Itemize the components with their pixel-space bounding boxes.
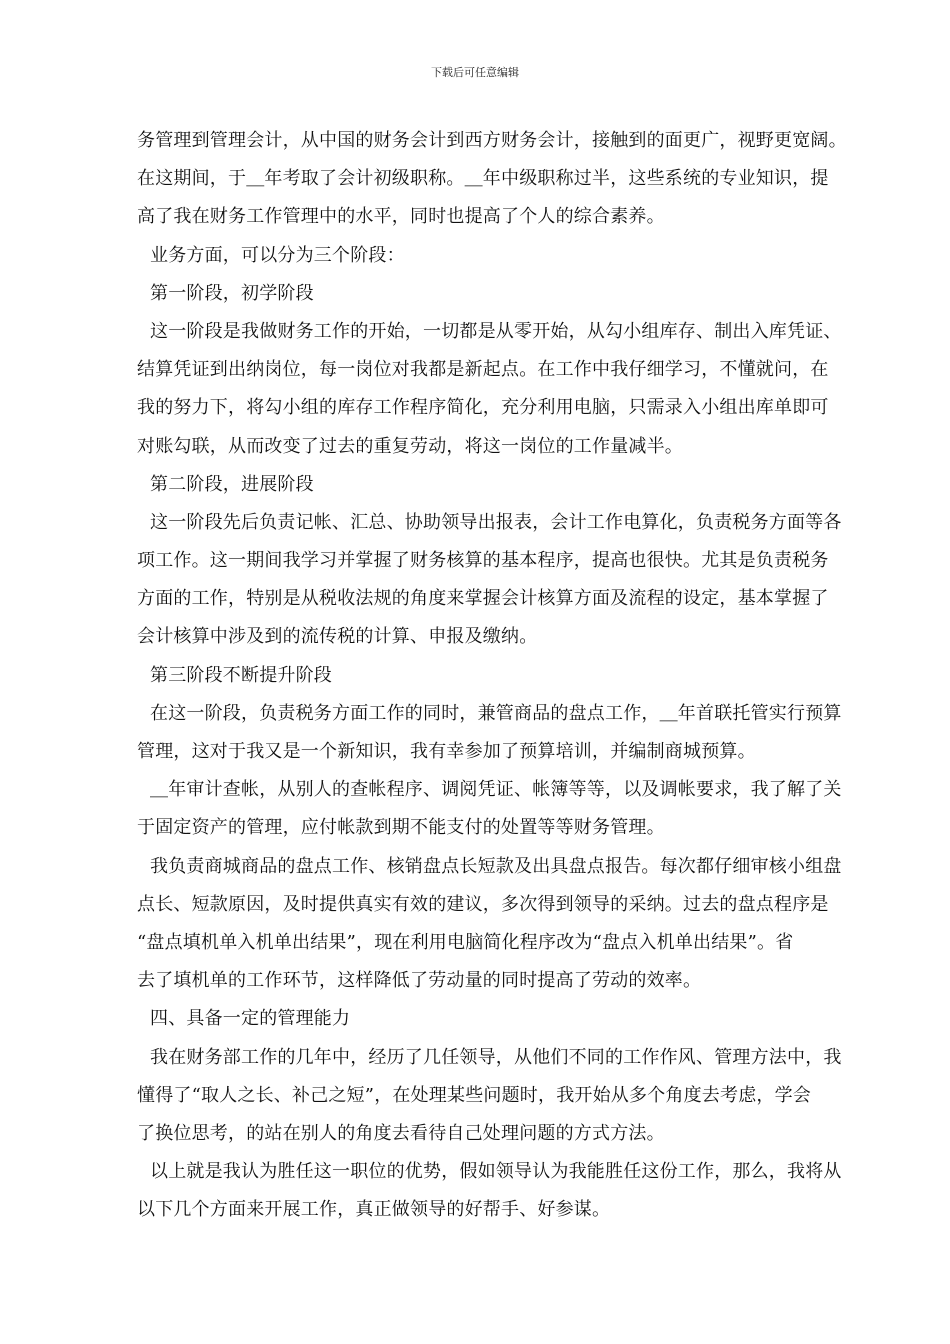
- page-header: 下载后可任意编辑: [431, 66, 519, 79]
- text-line: 方面的工作，特别是从税收法规的角度来掌握会计核算方面及流程的设定，基本掌握了: [137, 588, 829, 610]
- text-line: 以上就是我认为胜任这一职位的优势，假如领导认为我能胜任这份工作，那么，我将从: [150, 1161, 842, 1183]
- text-line: 第一阶段，初学阶段: [150, 282, 314, 304]
- text-line: 我负责商城商品的盘点工作、核销盘点长短款及出具盘点报告。每次都仔细审核小组盘: [150, 855, 842, 877]
- text-line: 在这期间，于＿年考取了会计初级职称。＿年中级职称过半，这些系统的专业知识，提: [137, 168, 829, 190]
- text-line: 这一阶段先后负责记帐、汇总、协助领导出报表，会计工作电算化，负责税务方面等各: [150, 511, 842, 533]
- text-line: 以下几个方面来开展工作，真正做领导的好帮手、好参谋。: [137, 1199, 611, 1221]
- text-line: 管理，这对于我又是一个新知识，我有幸参加了预算培训，并编制商城预算。: [137, 741, 756, 762]
- text-line: 高了我在财务工作管理中的水平，同时也提高了个人的综合素养。: [137, 206, 665, 228]
- text-line: 去了填机单的工作环节，这样降低了劳动量的同时提高了劳动的效率。: [137, 970, 702, 992]
- text-line: 第二阶段，进展阶段: [150, 473, 314, 495]
- text-line: 于固定资产的管理，应付帐款到期不能支付的处置等等财务管理。: [137, 817, 665, 839]
- text-line: 对账勾联，从而改变了过去的重复劳动，将这一岗位的工作量减半。: [137, 435, 683, 457]
- text-line: 项工作。这一期间我学习并掌握了财务核算的基本程序，提高也很快。尤其是负责税务: [137, 550, 829, 572]
- text-line: 我的努力下，将勾小组的库存工作程序简化，充分利用电脑，只需录入小组出库单即可: [137, 397, 829, 419]
- text-line: 务管理到管理会计，从中国的财务会计到西方财务会计，接触到的面更广，视野更宽阔。: [137, 130, 847, 151]
- text-line: 了换位思考，的站在别人的角度去看待自己处理问题的方式方法。: [137, 1122, 665, 1144]
- text-line: 结算凭证到出纳岗位，每一岗位对我都是新起点。在工作中我仔细学习，不懂就问，在: [137, 359, 829, 381]
- text-line: 懂得了“取人之长、补己之短”，在处理某些问题时，我开始从多个角度去考虑，学会: [137, 1084, 812, 1106]
- text-line: 在这一阶段，负责税务方面工作的同时，兼管商品的盘点工作，＿年首联托管实行预算: [150, 702, 842, 724]
- text-line: 第三阶段不断提升阶段: [150, 664, 332, 686]
- document-body: [137, 122, 897, 1229]
- text-line: 业务方面，可以分为三个阶段：: [150, 244, 405, 266]
- text-line: 这一阶段是我做财务工作的开始，一切都是从零开始，从勾小组库存、制出入库凭证、: [150, 320, 842, 342]
- text-line: 四、具备一定的管理能力: [150, 1008, 351, 1030]
- text-line: 会计核算中涉及到的流传税的计算、申报及缴纳。: [137, 626, 538, 648]
- text-line: 点长、短款原因，及时提供真实有效的建议，多次得到领导的采纳。过去的盘点程序是: [137, 893, 829, 915]
- text-line: 我在财务部工作的几年中，经历了几任领导，从他们不同的工作作风、管理方法中，我: [150, 1046, 842, 1068]
- text-line: “盘点填机单入机单出结果”，现在利用电脑简化程序改为“盘点入机单出结果”。省: [137, 931, 794, 953]
- text-line: ＿年审计查帐，从别人的查帐程序、调阅凭证、帐簿等等，以及调帐要求，我了解了关: [150, 779, 842, 801]
